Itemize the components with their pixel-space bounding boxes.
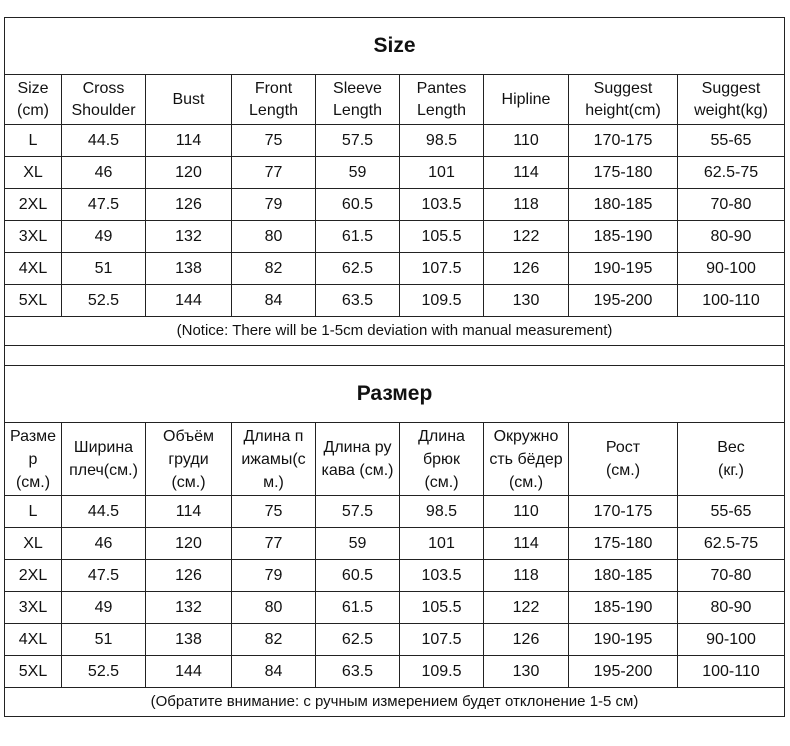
column-header-line: (см.): [508, 473, 544, 491]
column-header: [400, 423, 484, 496]
table-cell: 110: [484, 496, 569, 528]
column-header-line: Длина ру: [323, 439, 392, 456]
table-cell: 195-200: [569, 285, 678, 317]
table-cell: 3XL: [5, 221, 62, 253]
table-cell: 84: [232, 656, 316, 688]
table-cell: 62.5-75: [678, 528, 785, 560]
table-cell: 100-110: [678, 656, 785, 688]
column-header: [146, 423, 232, 496]
russian-notice: (Обратите внимание: с ручным измерением будет отклонение 1-5 см): [5, 688, 785, 717]
section-spacer-row: [5, 346, 785, 366]
column-header-line: (см.): [15, 473, 51, 491]
english-notice: (Notice: There will be 1-5cm deviation with manual measurement): [5, 317, 785, 346]
table-row: [5, 253, 785, 285]
table-cell: 90-100: [678, 253, 785, 285]
table-cell: 180-185: [569, 189, 678, 221]
column-header-line: Pantes: [416, 79, 467, 97]
column-header: [569, 423, 678, 496]
table-cell: 138: [146, 624, 232, 656]
column-header-line: (кг.): [718, 462, 744, 479]
english-title: Size: [5, 18, 785, 75]
column-header-line: Shoulder: [71, 101, 136, 119]
table-cell: 132: [146, 221, 232, 253]
table-cell: 70-80: [678, 189, 785, 221]
table-cell: 2XL: [5, 560, 62, 592]
table-cell: 5XL: [5, 656, 62, 688]
column-header-line: Length: [333, 101, 382, 119]
column-header-line: Окружно: [493, 427, 559, 445]
table-row: [5, 189, 785, 221]
column-header: [400, 75, 484, 125]
column-header-line: (cm): [17, 101, 49, 119]
column-header: [569, 75, 678, 125]
russian-title: Размер: [5, 366, 785, 423]
table-cell: 79: [232, 189, 316, 221]
column-header: [62, 423, 146, 496]
table-cell: 82: [232, 253, 316, 285]
table-cell: 126: [146, 189, 232, 221]
column-header: [484, 75, 569, 125]
column-header-line: Ширина: [73, 439, 134, 456]
table-row: [5, 221, 785, 253]
table-cell: 195-200: [569, 656, 678, 688]
table-cell: 77: [232, 528, 316, 560]
table-cell: 122: [484, 221, 569, 253]
table-cell: 84: [232, 285, 316, 317]
section-spacer: [5, 346, 785, 366]
column-header: [232, 423, 316, 496]
table-cell: 118: [484, 560, 569, 592]
column-header: [678, 423, 785, 496]
column-header-line: Size: [17, 79, 49, 97]
table-cell: 109.5: [400, 656, 484, 688]
russian-header-row: [5, 423, 785, 496]
table-cell: 190-195: [569, 253, 678, 285]
table-cell: 90-100: [678, 624, 785, 656]
table-cell: 98.5: [400, 496, 484, 528]
table-cell: 51: [62, 624, 146, 656]
table-cell: 59: [316, 528, 400, 560]
table-cell: 170-175: [569, 125, 678, 157]
table-row: [5, 157, 785, 189]
column-header-line: Sleeve: [333, 79, 382, 97]
table-cell: 62.5: [316, 624, 400, 656]
table-cell: 114: [146, 496, 232, 528]
column-header-line: Bust: [172, 90, 205, 108]
column-header-line: р: [28, 450, 38, 468]
table-cell: 144: [146, 656, 232, 688]
table-cell: 190-195: [569, 624, 678, 656]
column-header-line: Длина п: [243, 427, 304, 445]
table-cell: 138: [146, 253, 232, 285]
table-cell: 75: [232, 496, 316, 528]
russian-notice-row: [5, 688, 785, 717]
table-cell: 44.5: [62, 125, 146, 157]
table-cell: 47.5: [62, 189, 146, 221]
table-cell: 101: [400, 157, 484, 189]
table-cell: XL: [5, 157, 62, 189]
table-cell: 3XL: [5, 592, 62, 624]
table-cell: 82: [232, 624, 316, 656]
table-cell: 170-175: [569, 496, 678, 528]
table-cell: 101: [400, 528, 484, 560]
table-cell: 126: [484, 253, 569, 285]
table-cell: 47.5: [62, 560, 146, 592]
table-cell: 185-190: [569, 592, 678, 624]
column-header-line: сть бёдер: [489, 450, 563, 468]
table-cell: 130: [484, 285, 569, 317]
table-cell: 63.5: [316, 285, 400, 317]
table-cell: 57.5: [316, 496, 400, 528]
column-header-line: (см.): [424, 473, 459, 491]
column-header-line: Рост: [605, 439, 641, 456]
table-cell: 80: [232, 592, 316, 624]
table-cell: 79: [232, 560, 316, 592]
table-cell: 61.5: [316, 592, 400, 624]
column-header-line: (см.): [171, 473, 206, 491]
table-cell: XL: [5, 528, 62, 560]
table-cell: 60.5: [316, 560, 400, 592]
table-cell: 109.5: [400, 285, 484, 317]
table-cell: 62.5-75: [678, 157, 785, 189]
column-header: [232, 75, 316, 125]
table-cell: 80-90: [678, 221, 785, 253]
table-cell: 180-185: [569, 560, 678, 592]
english-header-row: [5, 75, 785, 125]
column-header-line: ижамы(с: [241, 450, 306, 468]
table-cell: 51: [62, 253, 146, 285]
table-row: [5, 560, 785, 592]
table-cell: 80: [232, 221, 316, 253]
column-header-line: height(cm): [585, 101, 661, 119]
column-header-line: Length: [249, 101, 298, 119]
table-cell: 75: [232, 125, 316, 157]
table-cell: 57.5: [316, 125, 400, 157]
table-row: [5, 656, 785, 688]
table-cell: 55-65: [678, 496, 785, 528]
english-notice-row: [5, 317, 785, 346]
table-row: [5, 528, 785, 560]
table-cell: 105.5: [400, 592, 484, 624]
table-cell: 126: [484, 624, 569, 656]
table-cell: 118: [484, 189, 569, 221]
table-row: [5, 125, 785, 157]
table-cell: 77: [232, 157, 316, 189]
column-header: [678, 75, 785, 125]
table-cell: 103.5: [400, 560, 484, 592]
table-cell: L: [5, 125, 62, 157]
table-cell: 49: [62, 221, 146, 253]
table-cell: 44.5: [62, 496, 146, 528]
column-header-line: Suggest: [701, 79, 761, 97]
column-header-line: Length: [417, 101, 466, 119]
column-header-line: Объём: [163, 427, 214, 445]
column-header-line: Front: [254, 79, 293, 97]
column-header: [484, 423, 569, 496]
column-header: [316, 75, 400, 125]
column-header: [62, 75, 146, 125]
column-header: [5, 423, 62, 496]
column-header: [146, 75, 232, 125]
table-cell: 120: [146, 528, 232, 560]
table-cell: 4XL: [5, 253, 62, 285]
table-cell: 130: [484, 656, 569, 688]
table-cell: 80-90: [678, 592, 785, 624]
table-cell: L: [5, 496, 62, 528]
table-cell: 60.5: [316, 189, 400, 221]
table-cell: 52.5: [62, 656, 146, 688]
table-cell: 5XL: [5, 285, 62, 317]
table-cell: 185-190: [569, 221, 678, 253]
size-chart-table: [4, 17, 785, 717]
table-cell: 120: [146, 157, 232, 189]
russian-title-row: [5, 366, 785, 423]
column-header-line: Разме: [9, 427, 57, 445]
column-header-line: Длина: [418, 427, 465, 445]
column-header-line: брюк: [422, 450, 461, 468]
column-header-line: Hipline: [501, 90, 551, 108]
column-header-line: Suggest: [593, 79, 653, 97]
table-cell: 46: [62, 157, 146, 189]
table-cell: 2XL: [5, 189, 62, 221]
table-cell: 144: [146, 285, 232, 317]
table-row: [5, 624, 785, 656]
table-cell: 107.5: [400, 253, 484, 285]
table-cell: 49: [62, 592, 146, 624]
size-chart-sheet: [4, 17, 784, 717]
table-cell: 100-110: [678, 285, 785, 317]
column-header-line: груди: [168, 450, 209, 468]
table-cell: 105.5: [400, 221, 484, 253]
table-cell: 114: [484, 528, 569, 560]
table-row: [5, 592, 785, 624]
column-header-line: (см.): [605, 462, 641, 479]
table-cell: 132: [146, 592, 232, 624]
column-header-line: плеч(см.): [69, 462, 138, 479]
table-cell: 103.5: [400, 189, 484, 221]
table-cell: 63.5: [316, 656, 400, 688]
table-cell: 114: [484, 157, 569, 189]
table-cell: 46: [62, 528, 146, 560]
table-cell: 52.5: [62, 285, 146, 317]
table-row: [5, 496, 785, 528]
table-cell: 122: [484, 592, 569, 624]
column-header-line: weight(kg): [694, 101, 768, 119]
table-cell: 114: [146, 125, 232, 157]
table-cell: 175-180: [569, 157, 678, 189]
table-row: [5, 285, 785, 317]
size-chart-body: [5, 18, 785, 717]
column-header-line: Вес: [717, 439, 745, 456]
column-header-line: кава (см.): [321, 462, 394, 479]
table-cell: 175-180: [569, 528, 678, 560]
english-title-row: [5, 18, 785, 75]
table-cell: 70-80: [678, 560, 785, 592]
table-cell: 107.5: [400, 624, 484, 656]
table-cell: 126: [146, 560, 232, 592]
table-cell: 110: [484, 125, 569, 157]
column-header-line: м.): [263, 473, 284, 491]
table-cell: 4XL: [5, 624, 62, 656]
column-header: [316, 423, 400, 496]
table-cell: 59: [316, 157, 400, 189]
table-cell: 61.5: [316, 221, 400, 253]
column-header: [5, 75, 62, 125]
table-cell: 62.5: [316, 253, 400, 285]
column-header-line: Cross: [82, 79, 125, 97]
table-cell: 55-65: [678, 125, 785, 157]
table-cell: 98.5: [400, 125, 484, 157]
